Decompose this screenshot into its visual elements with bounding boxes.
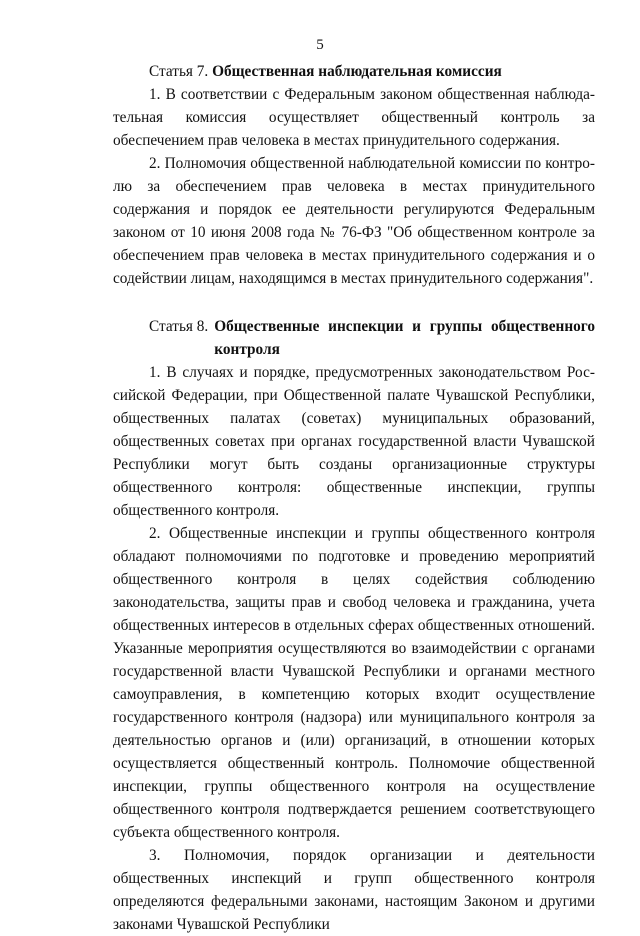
document-body xyxy=(113,60,595,936)
article-7-title: Общественная наблюдательная комиссия xyxy=(212,63,502,80)
article-8-paragraph-3: 3. Полномочия, порядок организации и деятельности общественных инспекций и групп общественного контроля определяются федеральными законами, настоящим Законом и другими законами Чувашской Республики xyxy=(113,847,595,933)
article-8-title: Общественные инспекции и группы общественного контроля xyxy=(214,318,595,358)
article-8-heading xyxy=(113,315,595,361)
article-8-paragraph-2: 2. Общественные инспекции и группы общественного контроля обладают полномочиями по подготовке и проведению мероприятий общественного контроля в целях содействия соблюдению законодательства, защиты прав и свобод человека и гражданина, учета общественных интересов в отдельных сферах общественных отношений. Указанные мероприятия осуществляются во взаимодействии с органами государственной власти Чувашской Республики и органами местного самоуправления, в компетенцию которых входит осуществление государственного контроля (надзора) или муниципального контроля за деятельностью органов и (или) организаций, в отношении которых осуществляется общественный контроль. Полномочие общественной инспекции, группы общественного контроля на осуществление общественного контроля подтверждается решением соответствующего субъекта общественного контроля. xyxy=(113,525,595,841)
article-8-paragraph-1: 1. В случаях и порядке, предусмотренных законодательством Российской Федерации, при Общественной палате Чувашской Республики, общественных палатах (советах) муниципальных образований, общественных советах при органах государственной власти Чувашской Республики могут быть созданы организационные структуры общественного контроля: общественные инспекции, группы общественного контроля. xyxy=(113,364,595,519)
article-7-paragraph-2: 2. Полномочия общественной наблюдательной комиссии по контролю за обеспечением прав человека в местах принудительного содержания и порядок ее деятельности регулируются Федеральным законом от 10 июня 2008 года № 76-ФЗ "Об общественном контроле за обеспечением прав человека в местах принудительного содержания и о содействии лицам, находящимся в местах принудительного содержания". xyxy=(113,155,595,287)
article-8-label: Статья 8. xyxy=(149,318,209,335)
page-number: 5 xyxy=(316,37,324,53)
section-spacer xyxy=(113,290,595,313)
article-7-label: Статья 7. xyxy=(149,63,209,80)
article-7-heading xyxy=(113,60,595,83)
article-7-paragraph-1: 1. В соответствии с Федеральным законом общественная наблюдательная комиссия осуществляет общественный контроль за обеспечением прав человека в местах принудительного содержания. xyxy=(113,86,595,149)
